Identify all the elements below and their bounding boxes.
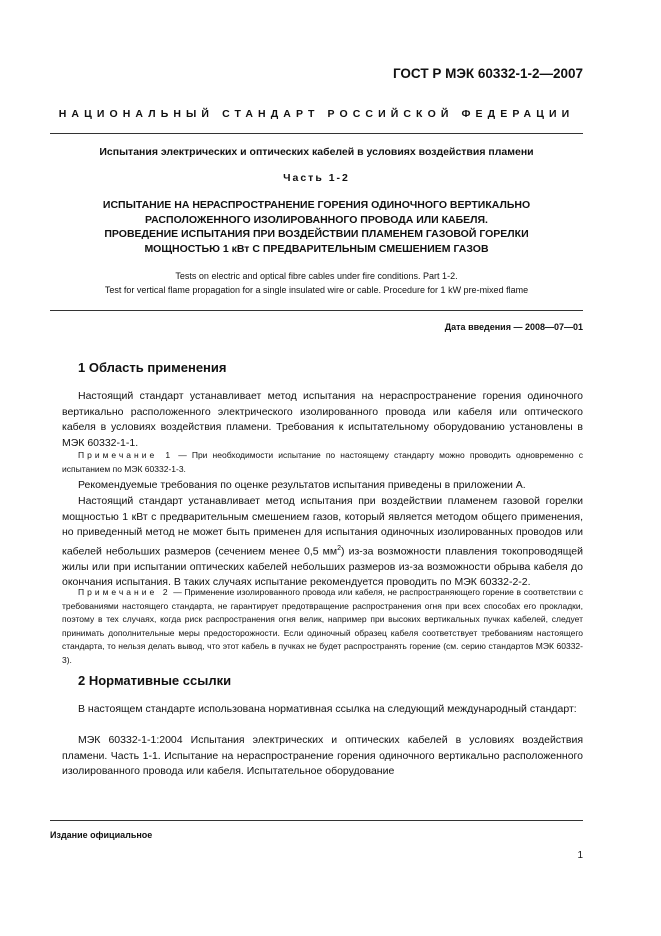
english-title-line: Test for vertical flame propagation for a single insulated wire or cable. Procedure for 1 kW pre-mixed flame bbox=[104, 285, 529, 295]
section-2-heading: 2 Нормативные ссылки bbox=[78, 673, 232, 688]
intro-date: Дата введения — 2008—07—01 bbox=[444, 322, 583, 332]
section-1-paragraph: Рекомендуемые требования по оценке результатов испытания приведены в приложении А. bbox=[78, 479, 526, 491]
main-title-line: ПРОВЕДЕНИЕ ИСПЫТАНИЯ ПРИ ВОЗДЕЙСТВИИ ПЛАМЕНЕМ ГАЗОВОЙ ГОРЕЛКИ bbox=[104, 228, 529, 241]
national-standard-heading: НАЦИОНАЛЬНЫЙ СТАНДАРТ РОССИЙСКОЙ ФЕДЕРАЦИИ bbox=[58, 108, 575, 120]
note-2-label: Примечание 2 bbox=[78, 587, 171, 597]
main-title-line: ИСПЫТАНИЕ НА НЕРАСПРОСТРАНЕНИЕ ГОРЕНИЯ ОДИНОЧНОГО ВЕРТИКАЛЬНО bbox=[102, 199, 531, 211]
main-title bbox=[50, 198, 583, 256]
section-1-paragraph bbox=[62, 494, 583, 591]
note-1-label: Примечание 1 bbox=[78, 450, 174, 460]
header-divider bbox=[50, 133, 583, 134]
part-label: Часть 1-2 bbox=[283, 172, 350, 184]
note-1-text: — При необходимости испытание по настоящему стандарту можно проводить одновременно с испытанием по МЭК 60332-1-3. bbox=[62, 450, 583, 474]
paragraph-text: ) из-за возможности плавления токопроводящей жилы или при испытании оптических кабелей небольших размеров из-за возможности обрыва кабеля до окончания испытания. В таких случаях испытание рекомендуется проводить по МЭК 60332-2-2. bbox=[62, 545, 583, 589]
section-2-paragraph: МЭК 60332-1-1:2004 Испытания электрических и оптических кабелей в условиях воздействия пламени. Часть 1-1. Испытание на нераспространение горения одиночного вертикально расположенного изолированного провода или кабеля. Испытательное оборудование bbox=[62, 734, 583, 778]
superscript: 2 bbox=[337, 544, 342, 552]
edition-label: Издание официальное bbox=[50, 830, 153, 840]
note-2-text: — Применение изолированного провода или кабеля, не распространяющего горение в соответствии с требованиями настоящего стандарта, не гарантирует предотвращение распространения огня при всех способах его прокладки, поэтому в тех случаях, когда риск распространения огня велик, например при высоких вертикальных пучках кабелей, следует принимать дополнительные меры предосторожности. Если одиночный образец кабеля соответствует требованиям настоящего стандарта, то нельзя делать вывод, что этот кабель в пучках не будет распространять горение (см. серию стандартов МЭК 60332-3). bbox=[62, 587, 583, 665]
date-divider bbox=[50, 310, 583, 311]
note-2 bbox=[62, 586, 583, 668]
english-title-line: Tests on electric and optical fibre cables under fire conditions. Part 1-2. bbox=[175, 271, 458, 281]
section-1-paragraph: Настоящий стандарт устанавливает метод испытания на нераспространение горения одиночного вертикально расположенного электрического изолированного провода или кабеля или оптического кабеля в условиях воздействия пламени. Требования к испытательному оборудованию установлены в МЭК 60332-1-1. bbox=[62, 390, 583, 449]
main-title-line: РАСПОЛОЖЕННОГО ИЗОЛИРОВАННОГО ПРОВОДА ИЛИ КАБЕЛЯ. bbox=[145, 213, 488, 226]
section-1-heading: 1 Область применения bbox=[78, 360, 227, 375]
footer-divider bbox=[50, 820, 583, 821]
note-1 bbox=[62, 449, 583, 476]
standard-code: ГОСТ Р МЭК 60332-1-2—2007 bbox=[392, 66, 583, 81]
english-title bbox=[50, 269, 583, 297]
main-title-line: МОЩНОСТЬЮ 1 кВт С ПРЕДВАРИТЕЛЬНЫМ СМЕШЕНИЕМ ГАЗОВ bbox=[144, 242, 489, 255]
page-number: 1 bbox=[577, 850, 583, 861]
section-2-paragraph: В настоящем стандарте использована нормативная ссылка на следующий международный стандарт: bbox=[78, 703, 577, 715]
paragraph-text: Настоящий стандарт устанавливает метод испытания при воздействии пламенем газовой горелки мощностью 1 кВт с предварительным смешением газов, который является методом общего применения, но приведенный метод не может быть применен для испытания одиночных изолированных проводов или кабелей небольших размеров (сечением менее 0,5 мм bbox=[62, 495, 583, 558]
general-title: Испытания электрических и оптических кабелей в условиях воздействия пламени bbox=[99, 146, 534, 158]
